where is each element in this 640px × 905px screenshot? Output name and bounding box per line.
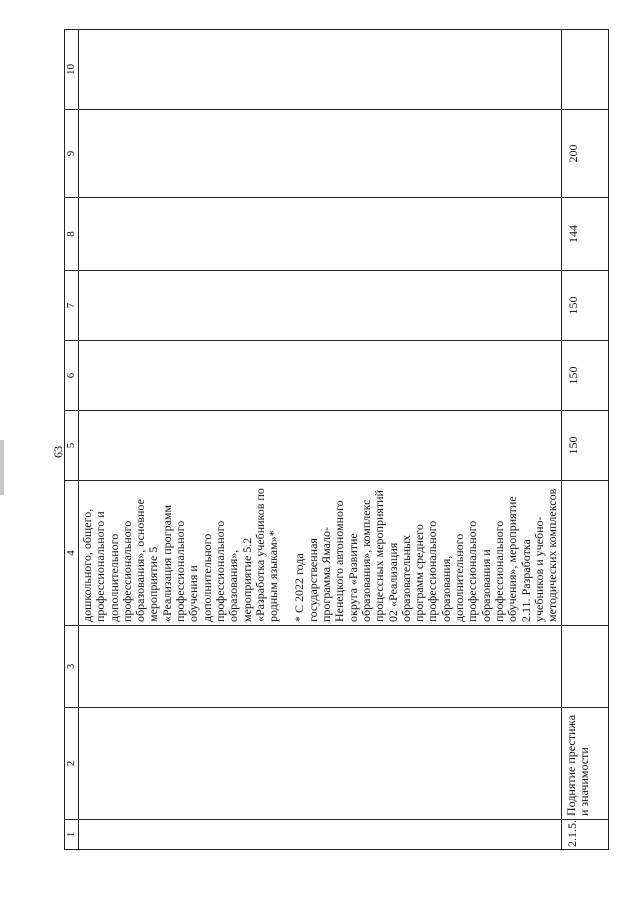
description-line: программа Ямало- (319, 526, 334, 622)
table-row-continuation (79, 30, 562, 850)
value-col9: 200 (562, 110, 609, 198)
rotated-table-wrapper (64, 30, 592, 850)
column-header: 8 (65, 198, 79, 271)
program-table (64, 29, 609, 850)
description-line: округа «Развитие (345, 533, 360, 622)
description-line: дополнительного (199, 533, 214, 622)
description-line: обучения и (186, 565, 201, 622)
description-line: процессных мероприятий (372, 490, 387, 622)
description-line: 02 «Реализация (385, 542, 400, 622)
description-line: профессионального (491, 520, 506, 622)
description-line: * С 2022 года (292, 553, 307, 622)
description-line: дошкольного, общего, (80, 508, 94, 622)
description-line: «Разработка учебников по (252, 488, 267, 622)
table-cell (79, 820, 562, 850)
description-line: образования», основное (133, 499, 148, 622)
description-line: 2.11. Разработка (518, 539, 533, 622)
description-line: «Реализация программ (159, 504, 174, 622)
description-line: образования и (478, 549, 493, 622)
table-cell (562, 481, 609, 626)
description-line: родным языкам»* (266, 530, 281, 622)
page-number: 63 (51, 446, 65, 458)
description-line: обучения», мероприятие (505, 496, 520, 622)
row-name: Поднятие престижа и значимости (562, 708, 609, 820)
description-line: профессионального (119, 520, 134, 622)
value-col6: 150 (562, 341, 609, 411)
description-line: методических комплексов (545, 488, 560, 622)
description-line: программ среднего (412, 524, 427, 622)
description-line: профессионального (212, 520, 227, 622)
description-line: государственная (305, 538, 320, 622)
description-cell (79, 481, 562, 626)
description-line: профессионального и (93, 511, 108, 622)
table-row (562, 30, 609, 850)
description-line: профессионального (173, 520, 188, 622)
description-line: образования», комплекс (358, 499, 373, 622)
column-header: 10 (65, 30, 79, 110)
description-line: учебников и учебно- (531, 516, 546, 622)
column-header: 9 (65, 110, 79, 198)
column-header: 7 (65, 271, 79, 341)
description-text (79, 481, 561, 625)
description-line: дополнительного (106, 533, 121, 622)
value-col8: 144 (562, 198, 609, 271)
description-line: дополнительного (452, 533, 467, 622)
description-line: мероприятие 5 (146, 546, 161, 622)
column-header: 3 (65, 626, 79, 708)
row-code: 2.1.5. (562, 820, 609, 850)
table-cell (79, 411, 562, 481)
table-cell (79, 198, 562, 271)
table-cell (79, 708, 562, 820)
table-cell (79, 110, 562, 198)
table-cell (562, 626, 609, 708)
header-row (65, 30, 79, 850)
table-cell (79, 30, 562, 110)
column-header: 4 (65, 481, 79, 626)
table-cell (79, 626, 562, 708)
column-header: 1 (65, 820, 79, 850)
description-line: образования, (438, 555, 453, 622)
value-col5: 150 (562, 411, 609, 481)
description-line: профессионального (425, 520, 440, 622)
table-cell (79, 271, 562, 341)
description-line: образовательных (398, 534, 413, 622)
description-line: профессионального (465, 520, 480, 622)
value-col10 (562, 30, 609, 110)
column-header: 6 (65, 341, 79, 411)
table-cell (79, 341, 562, 411)
description-line: мероприятие 5.2 (239, 537, 254, 622)
description-line: образования», (226, 549, 241, 622)
scan-edge-mark (0, 440, 4, 495)
column-header: 2 (65, 708, 79, 820)
description-line: Ненецкого автономного (332, 500, 347, 622)
value-col7: 150 (562, 271, 609, 341)
column-header: 5 (65, 411, 79, 481)
